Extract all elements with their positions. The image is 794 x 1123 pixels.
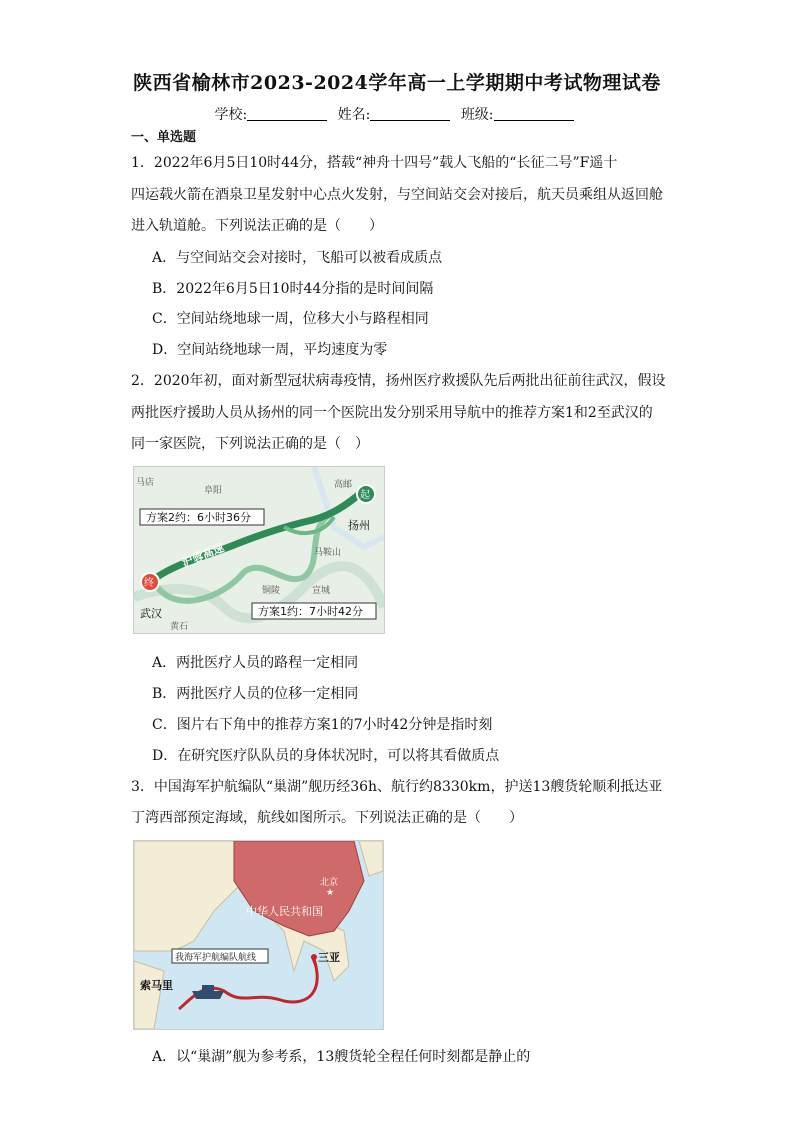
somalia-label: 索马里 (140, 979, 173, 992)
q2-option-b[interactable]: B．两批医疗人员的位移一定相同 (152, 686, 359, 702)
q1-line: 四运载火箭在酒泉卫星发射中心点火发射，与空间站交会对接后，航天员乘组从返回舱 (131, 187, 663, 203)
q1-option-b[interactable]: B．2022年6月5日10时44分指的是时间间隔 (152, 281, 434, 297)
q3-option-a[interactable]: A．以“巢湖”舰为参考系，13艘货轮全程任何时刻都是静止的 (152, 1049, 531, 1065)
q1-line: 进入轨道舱。下列说法正确的是（ ） (131, 218, 383, 234)
exam-title: 陕西省榆林市2023-2024学年高一上学期期中考试物理试卷 (133, 72, 661, 94)
q2-line: 同一家医院，下列说法正确的是（ ） (131, 436, 369, 452)
q2-line: 两批医疗援助人员从扬州的同一个医院出发分别采用导航中的推荐方案1和2至武汉的 (131, 405, 653, 421)
school-label: 学校: (214, 107, 248, 123)
start-marker: 起 (360, 490, 370, 501)
place-label: 阜阳 (204, 486, 223, 496)
place-label: 铜陵 (262, 586, 281, 596)
place-label: 马店 (136, 478, 155, 488)
student-info (0, 104, 794, 124)
place-label: 黄石 (170, 622, 189, 632)
q3-line: 丁湾西部预定海域，航线如图所示。下列说法正确的是（ ） (131, 810, 523, 826)
name-blank[interactable] (370, 106, 450, 121)
section-heading: 一、单选题 (131, 130, 197, 145)
place-label: 宣城 (312, 586, 331, 596)
q2-line: 2．2020年初，面对新型冠状病毒疫情，扬州医疗救援队先后两批出征前往武汉，假设 (131, 373, 666, 389)
country-label: 中华人民共和国 (246, 905, 323, 918)
sanya-label: 三亚 (318, 951, 340, 964)
route-label: 我海军护航编队航线 (175, 953, 257, 963)
q2-option-a[interactable]: A．两批医疗人员的路程一定相同 (152, 655, 359, 671)
route-map (133, 466, 385, 634)
place-label: 高邮 (334, 480, 353, 490)
ship-icon (192, 991, 224, 999)
capital-label: 北京 (320, 878, 339, 888)
name-label: 姓名: (337, 107, 371, 123)
plan2-label: 方案2约：6小时36分 (146, 511, 251, 524)
place-label: 武汉 (140, 607, 162, 620)
q2-option-c[interactable]: C．图片右下角中的推荐方案1的7小时42分钟是指时刻 (152, 717, 493, 733)
q1-option-a[interactable]: A．与空间站交会对接时，飞船可以被看成质点 (152, 250, 443, 266)
q1-option-c[interactable]: C．空间站绕地球一周，位移大小与路程相同 (152, 311, 429, 327)
road-label: 沪蓉高速 (180, 541, 226, 570)
plan1-label: 方案1约：7小时42分 (258, 605, 363, 618)
end-marker: 终 (144, 578, 154, 589)
capital-star-icon: ★ (326, 888, 335, 898)
place-label: 马鞍山 (314, 548, 342, 558)
q1-option-d[interactable]: D．空间站绕地球一周，平均速度为零 (152, 342, 388, 358)
q1-line: 1．2022年6月5日10时44分，搭载“神舟十四号”载人飞船的“长征二号”F遥十 (131, 155, 618, 171)
school-blank[interactable] (247, 106, 327, 121)
class-label: 班级: (460, 107, 494, 123)
q3-line: 3．中国海军护航编队“巢湖”舰历经36h、航行约8330km，护送13艘货轮顺利抵达亚 (131, 779, 663, 795)
navy-route-map (133, 840, 384, 1030)
place-label: 扬州 (348, 519, 370, 532)
class-blank[interactable] (494, 106, 574, 121)
q2-option-d[interactable]: D．在研究医疗队队员的身体状况时，可以将其看做质点 (152, 748, 500, 764)
